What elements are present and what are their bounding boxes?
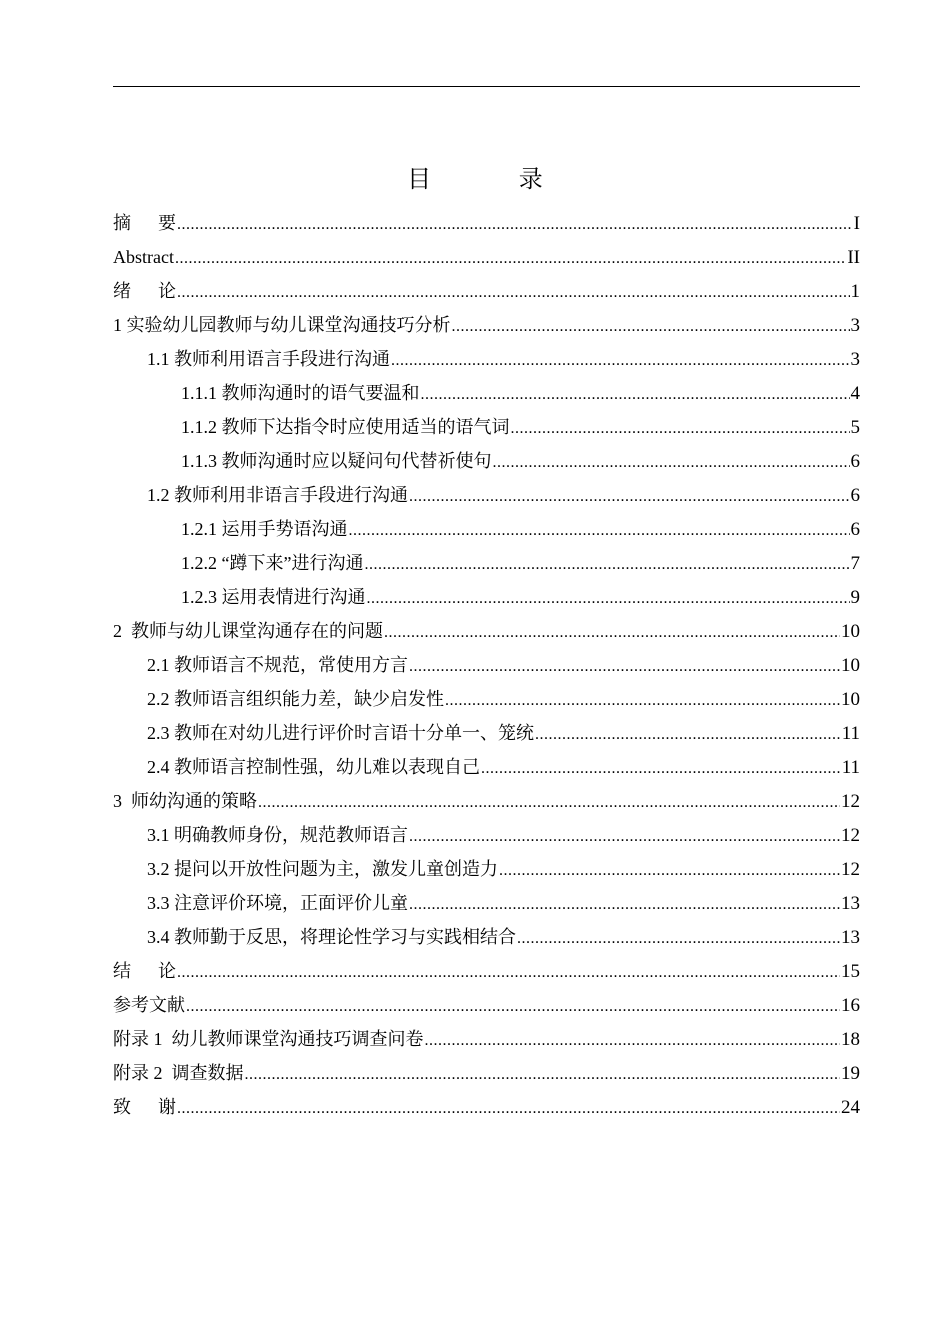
toc-entry-label: 1.1.1 教师沟通时的语气要温和 <box>181 383 420 403</box>
toc-entry-label: 参考文献 <box>113 995 185 1015</box>
toc-entry-label: 3 师幼沟通的策略 <box>113 791 257 811</box>
toc-entry-page: 6 <box>850 485 860 506</box>
toc-entry-page: 1 <box>850 281 860 302</box>
toc-entry-page: 5 <box>850 417 860 438</box>
toc-entry-label: 结 论 <box>113 961 176 981</box>
toc-entry-label: 3.1 明确教师身份，规范教师语言 <box>147 825 408 845</box>
toc-entry-label: 1.2.2 “蹲下来”进行沟通 <box>181 553 364 573</box>
toc-entry[interactable] <box>113 1090 860 1124</box>
toc-entry-page: 10 <box>841 621 860 642</box>
toc-entry-page: 4 <box>850 383 860 404</box>
toc-leader-dots <box>535 718 841 752</box>
toc-entry[interactable] <box>113 512 860 546</box>
toc-entry-label: 3.2 提问以开放性问题为主，激发儿童创造力 <box>147 859 498 879</box>
toc-entry-page: 12 <box>841 825 860 846</box>
toc-entry[interactable] <box>113 274 860 308</box>
toc-entry-page: 18 <box>841 1029 860 1050</box>
toc-entry-page: 6 <box>850 519 860 540</box>
toc-entry[interactable] <box>113 342 860 376</box>
toc-entry-page: 9 <box>850 587 860 608</box>
toc-entry-page: 19 <box>841 1063 860 1084</box>
toc-entry-label: 2.2 教师语言组织能力差，缺少启发性 <box>147 689 444 709</box>
toc-entry[interactable] <box>113 614 860 648</box>
toc-entry[interactable] <box>113 1022 860 1056</box>
toc-entry-page: 11 <box>841 757 860 778</box>
toc-leader-dots <box>186 990 840 1024</box>
toc-entry[interactable] <box>113 410 860 444</box>
toc-entry[interactable] <box>113 750 860 784</box>
toc-leader-dots <box>177 956 840 990</box>
toc-entry-label: 1.1.2 教师下达指令时应使用适当的语气词 <box>181 417 510 437</box>
toc-entry[interactable] <box>113 1056 860 1090</box>
toc-entry[interactable] <box>113 988 860 1022</box>
toc-entry[interactable] <box>113 716 860 750</box>
toc-entry[interactable] <box>113 546 860 580</box>
toc-entry-page: 10 <box>841 655 860 676</box>
toc-leader-dots <box>517 922 840 956</box>
toc-entry[interactable] <box>113 444 860 478</box>
header-rule <box>113 86 860 87</box>
toc-entry-label: 1.1.3 教师沟通时应以疑问句代替祈使句 <box>181 451 492 471</box>
toc-entry-page: 16 <box>841 995 860 1016</box>
toc-entry-page: I <box>853 213 860 234</box>
toc-entry-label: 2.1 教师语言不规范，常使用方言 <box>147 655 408 675</box>
toc-entry[interactable] <box>113 886 860 920</box>
toc-entry-page: II <box>847 247 860 268</box>
toc-leader-dots <box>245 1058 841 1092</box>
toc-leader-dots <box>493 446 850 480</box>
toc-entry[interactable] <box>113 784 860 818</box>
toc-entry-page: 13 <box>841 927 860 948</box>
toc-entry[interactable] <box>113 240 860 274</box>
toc-entry-label: 2.3 教师在对幼儿进行评价时言语十分单一、笼统 <box>147 723 534 743</box>
toc-entry-label: 1.2.1 运用手势语沟通 <box>181 519 348 539</box>
toc-entry-label: 3.3 注意评价环境，正面评价儿童 <box>147 893 408 913</box>
toc-entry-label: 2.4 教师语言控制性强，幼儿难以表现自己 <box>147 757 480 777</box>
toc-leader-dots <box>445 684 840 718</box>
toc-entry-page: 15 <box>841 961 860 982</box>
toc-entry[interactable] <box>113 920 860 954</box>
toc-entry-label: 3.4 教师勤于反思，将理论性学习与实践相结合 <box>147 927 516 947</box>
toc-entry[interactable] <box>113 852 860 886</box>
toc-leader-dots <box>409 820 840 854</box>
toc-leader-dots <box>481 752 841 786</box>
toc-leader-dots <box>177 1092 840 1126</box>
toc-entry-page: 3 <box>850 315 860 336</box>
toc-leader-dots <box>409 650 840 684</box>
toc-entry[interactable] <box>113 376 860 410</box>
toc-entry-label: 附录 2 调查数据 <box>113 1063 244 1083</box>
toc-leader-dots <box>391 344 850 378</box>
toc-leader-dots <box>384 616 840 650</box>
toc-leader-dots <box>177 276 850 310</box>
toc-entry-label: 致 谢 <box>113 1097 176 1117</box>
toc-entry[interactable] <box>113 818 860 852</box>
toc-leader-dots <box>425 1024 841 1058</box>
toc-leader-dots <box>499 854 840 888</box>
toc-entry-page: 10 <box>841 689 860 710</box>
toc-leader-dots <box>177 208 853 242</box>
toc-entry[interactable] <box>113 478 860 512</box>
toc-entry-label: 1.2.3 运用表情进行沟通 <box>181 587 366 607</box>
toc-leader-dots <box>367 582 850 616</box>
toc-entry-page: 3 <box>850 349 860 370</box>
toc-entry-label: Abstract <box>113 247 174 267</box>
toc-leader-dots <box>175 242 846 276</box>
toc-entry-page: 7 <box>850 553 860 574</box>
toc-entry-page: 6 <box>850 451 860 472</box>
toc-entry-page: 12 <box>841 791 860 812</box>
toc-leader-dots <box>511 412 850 446</box>
toc-entry-page: 12 <box>841 859 860 880</box>
toc-entry[interactable] <box>113 206 860 240</box>
toc-entry[interactable] <box>113 682 860 716</box>
toc-entry[interactable] <box>113 580 860 614</box>
toc-leader-dots <box>409 480 850 514</box>
toc-list <box>113 206 860 1124</box>
toc-entry-page: 24 <box>841 1097 860 1118</box>
toc-entry-label: 1.1 教师利用语言手段进行沟通 <box>147 349 390 369</box>
toc-entry[interactable] <box>113 648 860 682</box>
toc-leader-dots <box>421 378 850 412</box>
toc-leader-dots <box>258 786 840 820</box>
toc-entry-label: 2 教师与幼儿课堂沟通存在的问题 <box>113 621 383 641</box>
toc-entry[interactable] <box>113 954 860 988</box>
toc-entry-label: 1.2 教师利用非语言手段进行沟通 <box>147 485 408 505</box>
toc-leader-dots <box>452 310 850 344</box>
toc-entry-label: 附录 1 幼儿教师课堂沟通技巧调查问卷 <box>113 1029 424 1049</box>
toc-title: 目 录 <box>407 165 583 193</box>
toc-leader-dots <box>409 888 840 922</box>
toc-entry-label: 绪 论 <box>113 281 176 301</box>
toc-entry-page: 11 <box>841 723 860 744</box>
toc-entry-label: 摘 要 <box>113 213 176 233</box>
toc-entry-label: 1 实验幼儿园教师与幼儿课堂沟通技巧分析 <box>113 315 451 335</box>
toc-entry[interactable] <box>113 308 860 342</box>
toc-leader-dots <box>364 548 849 582</box>
toc-leader-dots <box>349 514 850 548</box>
toc-entry-page: 13 <box>841 893 860 914</box>
